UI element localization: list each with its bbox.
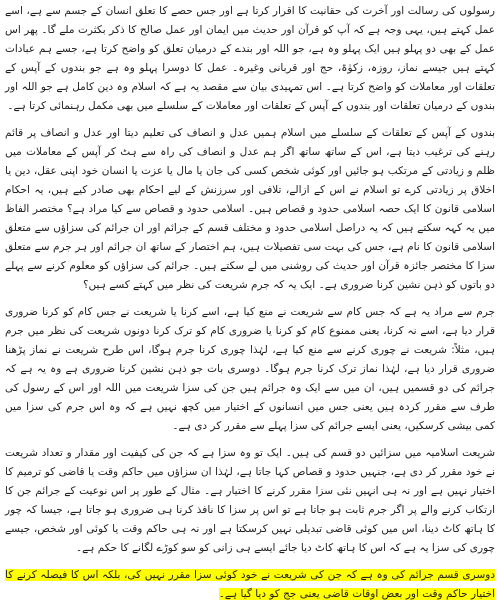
paragraph-4: شریعت اسلامیہ میں سزائیں دو قسم کی ہیں۔ ایک تو وہ سزا ہے کہ جن کی کیفیت اور مقدار و تعداد شریعت نے خود مقرر کر دی ہے، جنہیں حدود و قصاص کہا جاتا ہے، لہٰذا ان سزاؤں میں حاکم وقت یا قاضی کو ترمیم کا اختیار نہیں ہے اور نہ ہی انہیں نئی سزا مقرر کرنے کا اختیار ہے۔ مثال کے طور پر اس نوعیت کے جرائم جن کا ارتکاب کرنے والے پر اگر جرم ثابت ہو جاتا ہے تو اس پر سزا کا نافذ کرنا ہی ضروری ہو جاتا ہے، جیسا کہ چور کا ہاتھ کاٹ دینا، اس میں کوئی قاضی تبدیلی نہیں کرسکتا ہے اور نہ ہی حاکم وقت یا کوئی اور شخص، جیسے چوری کی سزا یہ ہے کہ اس کا ہاتھ کاٹ دیا جائے ایسے ہی زانی کو سو کوڑے لگانے کا حکم ہے۔ — [5, 447, 495, 554]
highlighted-text: دوسری قسم جرائم کی وہ ہے کہ جن کی شریعت نے خود کوئی سزا مقرر نہیں کی، بلکہ اس کا فیصلہ کرنے کا اختیار حاکم وقت اور بعض اوقات قاضی یعنی جج کو دیا گیا ہے۔ — [5, 569, 495, 600]
paragraph-5-highlighted — [5, 566, 495, 604]
paragraph-gap — [5, 295, 495, 303]
paragraph-gap — [5, 436, 495, 444]
paragraph-1: رسولوں کی رسالت اور آخرت کی حقانیت کا اقرار کرتا ہے اور جس حصے کا تعلق انسان کے جسم سے ہے، اسے عمل کہتے ہیں، یہی وجہ ہے کہ آپ کو قرآن اور حدیث میں ایمان اور عمل صالح کا ذکر بکثرت ملے گا۔ پھر اس عمل کے بھی دو پہلو ہیں ایک پہلو وہ ہے، جو اللہ اور بندے کے درمیان تعلق کو واضح کرتا ہے، جسے ہم عبادات کہتے ہیں جیسے نماز، روزہ، زکوٰۃ، حج اور قربانی وغیرہ۔ عمل کا دوسرا پہلو وہ ہے جو بندوں کے آپس کے تعلقات اور معاملات کو واضح کرتا ہے۔ اس تمہیدی بیان سے مقصد یہ ہے کہ اسلام وہ دین کامل ہے جو اللہ اور بندوں کے درمیان تعلقات اور بندوں کے آپس کے تعلقات اور معاملات کے سلسلے میں بھی مکمل رہنمائی کرتا ہے۔ — [5, 5, 495, 112]
paragraph-2: بندوں کے آپس کے تعلقات کے سلسلے میں اسلام ہمیں عدل و انصاف کی تعلیم دیتا اور عدل و انصاف پر قائم رہنے کی ترغیب دیتا ہے، اس کے ساتھ ساتھ اگر ہم عدل و انصاف کی راہ سے ہٹ کر آپس کے معاملات میں ظلم و زیادتی کے مرتکب ہو جائیں اور کوئی شخص کسی کی جان یا مال یا عزت یا انسان خود اپنی عقل، دین یا اخلاق پر زیادتی کرے تو اسلام نے اس کے ازالے، تلافی اور سرزنش کے لیے احکام بھی صادر کیے ہیں، یہ احکام اسلامی قانون کا ایک حصہ اسلامی حدود و قصاص ہیں۔ اسلامی حدود و قصاص سے کیا مراد ہے؟ مختصر الفاظ میں یہ کہہ سکتے ہیں کہ یہ دراصل اسلامی حدود و مختلف قسم کے جرائم اور ان جرائم کی سزاؤں سے متعلق اسلامی قانون کا نام ہے، جس کی بہت سی تفصیلات ہیں، ہم اختصار کے ساتھ ان جرائم اور ہر جرم سے متعلق سزا کا مختصر جائزہ قرآن اور حدیث کی روشنی میں لے سکتے ہیں۔ جرائم کی سزاؤں کو معلوم کرنے سے پہلے دو باتوں کو ذہن نشین کرنا ضروری ہے۔ ایک یہ کہ جرم شریعت کی نظر میں کہتے کسے ہیں؟ — [5, 127, 495, 291]
paragraph-3: جرم سے مراد یہ ہے کہ جس کام سے شریعت نے منع کیا ہے، اسے کرنا یا شریعت نے جس کام کو کرنا ضروری قرار دیا ہے، اسے نہ کرنا، یعنی ممنوع کام کو کرنا یا ضروری کام کو ترک کرنا دونوں شریعت کی نظر میں جرم ہیں، مثلاً: شریعت نے چوری کرنے سے منع کیا ہے، لہٰذا چوری کرنا جرم ہوگا، اس طرح شریعت نے نماز پڑھنا ضروری قرار دیا ہے، لہٰذا نماز ترک کرنا جرم ہوگا۔ دوسری بات جو ذہن نشین کرنا ضروری ہے وہ یہ ہے کہ جرائم کی دو قسمیں ہیں، ان میں سے ایک وہ جرائم ہیں جن کی سزا شریعت میں اللہ اور اس کے رسول کی طرف سے مقرر کردہ ہیں یعنی جس میں انسانوں کے اختیار میں کچھ نہیں ہے کہ وہ اس جرم کی سزا میں کمی بیشی کرسکیں، یعنی ایسے جرائم کی سزا پہلے سے مقرر کر دی ہے۔ — [5, 306, 495, 432]
paragraph-gap — [5, 558, 495, 566]
paragraph-gap — [5, 116, 495, 124]
